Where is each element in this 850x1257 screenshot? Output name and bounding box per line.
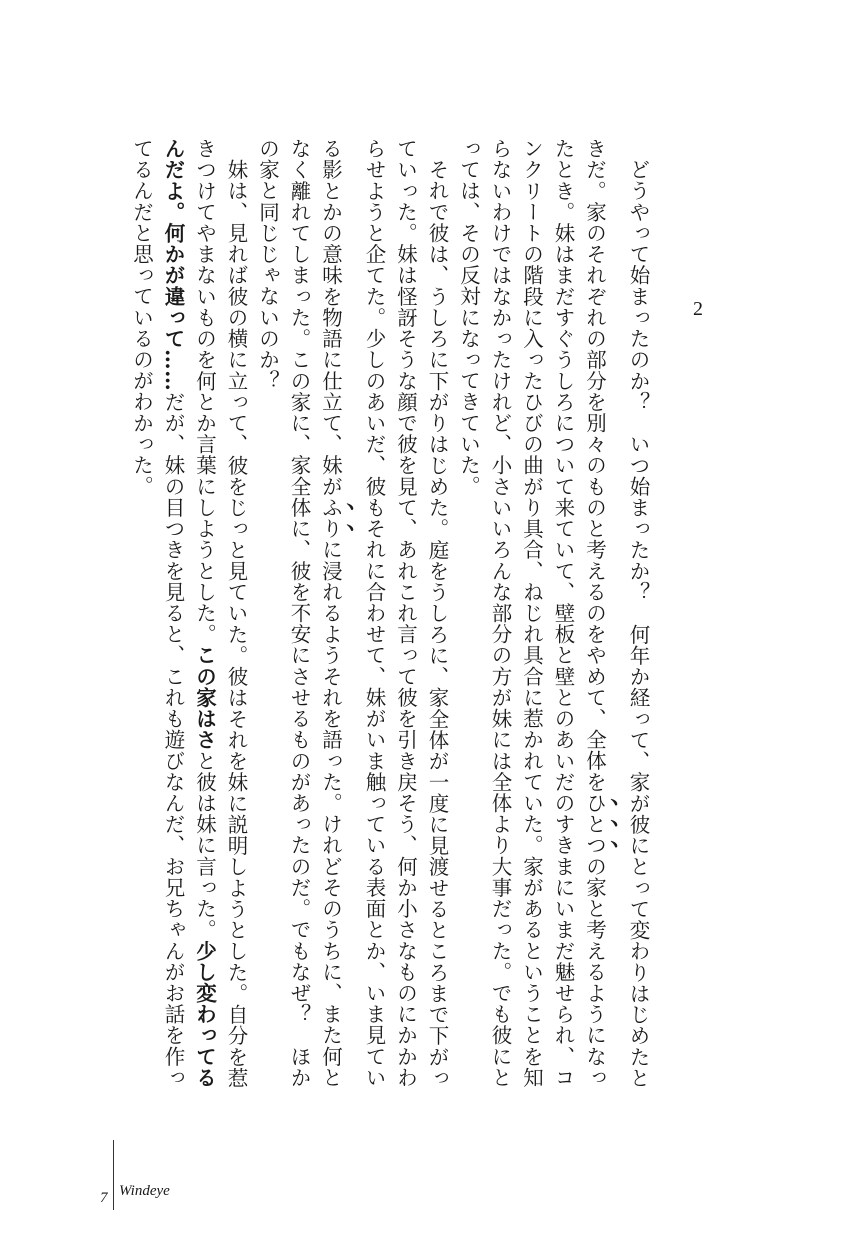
text-run: 妹は、見れば彼の横に立って、彼をじっと見ていた。彼はそれを妹に説明しようとした。自分を惹きつけてやまないものを何とか言葉にしようとした。 (192, 138, 248, 1088)
emphasis-text: ふり (318, 496, 343, 540)
text-run: の家と考えるようになったとき。妹はまだすぐうしろについて来ていて、壁板と壁とのあいだのすきまにいまだ魅せられ、コンクリートの階段に入ったひびの曲がり具合、ねじれ具合に惹かれていた。家があるということを知らないわけではなかったけれど、小さいいろんな部分の方が妹には全体より大事だった。でも彼にとっては、その反対になってきていた。 (456, 138, 607, 1088)
bold-speech: 少し変わってるんだよ。何かが違って…… (161, 138, 217, 1089)
bold-speech: この家はさ (192, 644, 217, 751)
paragraph-1 (452, 138, 653, 1088)
emphasis-text: ひとつ (582, 792, 607, 856)
paragraph-3 (125, 138, 251, 1088)
text-run: に浸れるようそれを語った。けれどそのうちに、また何となく離れてしまった。この家に、家全体に、彼を不安にさせるものがあったのだ。でもなぜ？ ほかの家と同じじゃないのか？ (255, 138, 343, 1089)
page-number: 7 (100, 1190, 108, 1206)
running-title: Windeye (119, 1183, 170, 1199)
body-text (125, 138, 653, 1088)
paragraph-2 (251, 138, 452, 1088)
footer-divider (113, 1140, 114, 1210)
text-run: と彼は妹に言った。 (192, 750, 217, 941)
text-run: だが、妹の目つきを見ると、これも遊びなんだ、お兄ちゃんがお話を作ってるんだと思っているのがわかった。 (129, 138, 185, 1088)
text-run: どうやって始まったのか？ いつ始まったか？ 何年か経って、家が彼にとって変わりはじめたときだ。家のそれぞれの部分を別々のものと考えるのをやめて、全体を (582, 138, 650, 1088)
text-run: それで彼は、うしろに下がりはじめた。庭をうしろに、家全体が一度に見渡せるところまで下がっていった。妹は怪訝そうな顔で彼を見て、あれこれ言って彼を引き戻そう、何か小さなものにかかわらせようと企てた。少しのあいだ、彼もそれに合わせて、妹がいま触っている表面とか、いま見ている影とかの意味を物語に仕立て、妹が (318, 138, 449, 1088)
section-number: 2 (693, 298, 703, 320)
